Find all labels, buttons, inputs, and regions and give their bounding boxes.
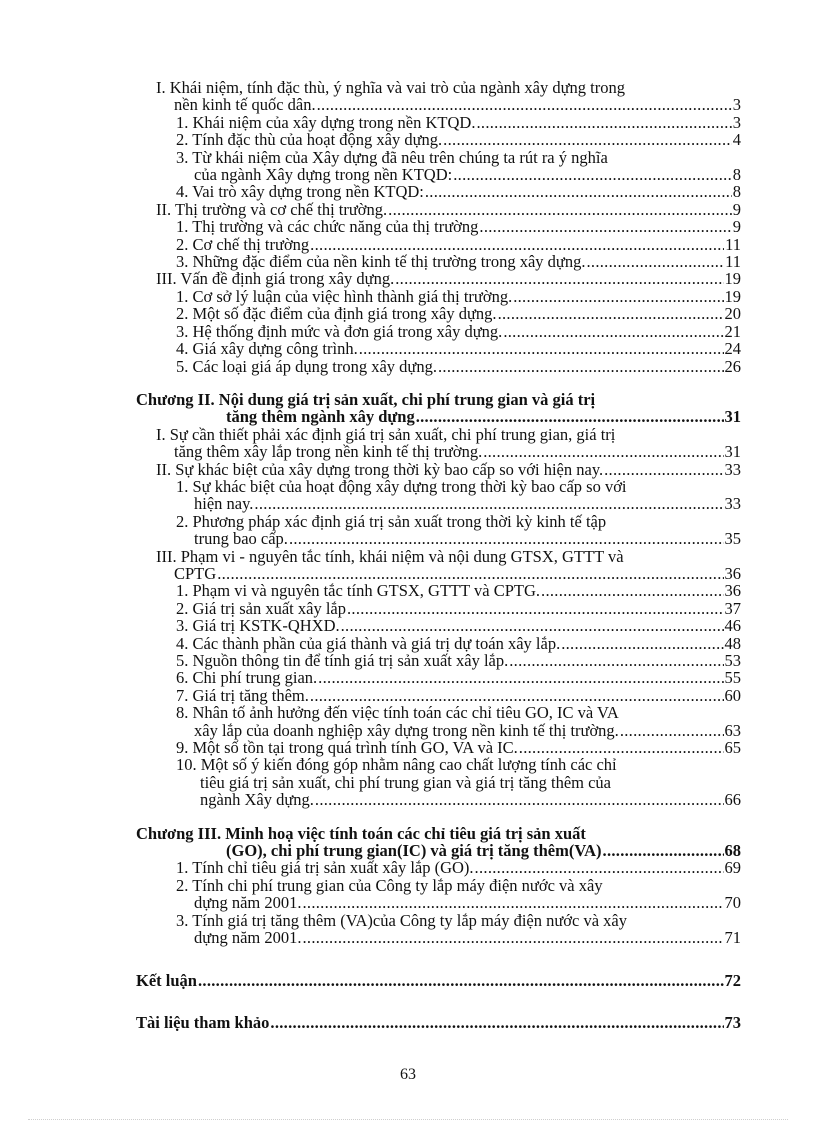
toc-title: Từ khái niệm của Xây dựng đã nêu trên chúng ta rút ra ý nghĩa xyxy=(192,147,608,167)
toc-text: Những đặc điểm của nền kinh tế thị trường trong xây dựng. xyxy=(192,252,586,272)
toc-leader xyxy=(395,270,723,287)
toc-item xyxy=(136,756,741,808)
toc-page: 19 xyxy=(724,269,741,289)
toc-leader xyxy=(513,288,723,305)
toc-text: Vai trò xây dựng trong nền KTQD: xyxy=(192,182,424,202)
toc-leader xyxy=(347,600,724,617)
toc-leader xyxy=(317,96,732,113)
toc-num: 1. xyxy=(176,112,189,132)
toc-page: 20 xyxy=(724,304,741,324)
toc-item xyxy=(136,617,741,634)
toc-title: Tài liệu tham khảo xyxy=(136,1012,270,1032)
toc-page: 8 xyxy=(732,165,741,185)
toc-title: I. Khái niệm, tính đặc thù, ý nghĩa và vai trò của ngành xây dựng trong xyxy=(156,78,625,97)
toc-text: Tính đặc thù của hoạt động xây dựng. xyxy=(192,130,443,150)
toc-leader xyxy=(476,114,731,131)
toc-page: 65 xyxy=(724,738,741,758)
toc-leader xyxy=(453,166,732,183)
toc-page: 48 xyxy=(724,633,741,653)
toc-title: Sự khác biệt của hoạt động xây dựng trong thời kỳ bao cấp so với xyxy=(192,476,627,496)
toc-leader xyxy=(425,183,732,200)
toc-section xyxy=(136,426,741,461)
toc-item xyxy=(136,652,741,669)
toc-page: 3 xyxy=(732,95,741,115)
toc-item xyxy=(136,305,741,322)
toc-leader xyxy=(541,582,723,599)
toc-leader xyxy=(479,218,731,235)
toc-num: 1. xyxy=(176,217,189,237)
toc-page: 11 xyxy=(725,252,741,272)
toc-page: 24 xyxy=(724,339,741,359)
toc-page: 46 xyxy=(724,616,741,636)
toc-section-II xyxy=(136,201,741,218)
toc-text: dựng năm 2001. xyxy=(194,893,302,913)
toc-page: 69 xyxy=(724,858,741,878)
toc-page: 66 xyxy=(724,790,741,810)
toc-leader xyxy=(416,408,724,425)
toc-page: 70 xyxy=(724,893,741,913)
toc-title: II. Sự khác biệt của xây dựng trong thời kỳ bao cấp so với hiện nay. xyxy=(156,459,604,479)
toc-text: dựng năm 2001. xyxy=(194,928,302,948)
toc-item xyxy=(136,513,741,548)
toc-page: 68 xyxy=(724,841,741,861)
toc-text: tăng thêm xây lắp trong nền kinh tế thị trường. xyxy=(174,442,483,462)
toc-page: 73 xyxy=(724,1012,741,1032)
toc-text: CPTG xyxy=(174,563,217,583)
page-number: 63 xyxy=(400,1066,416,1083)
toc-title: II. Thị trường và cơ chế thị trường. xyxy=(156,199,388,219)
toc-num: 4. xyxy=(176,182,189,202)
toc-text: Một số tồn tại trong quá trình tính GO, VA và IC. xyxy=(192,738,518,758)
toc-leader xyxy=(217,565,723,582)
toc-num: 4. xyxy=(176,633,189,653)
toc-section-I xyxy=(136,79,741,114)
toc-section xyxy=(136,548,741,583)
toc-leader xyxy=(289,530,724,547)
toc-leader xyxy=(620,722,724,739)
toc-page: 37 xyxy=(724,598,741,618)
toc-num: 3. xyxy=(176,910,189,930)
toc-page: 72 xyxy=(724,970,741,990)
toc-text: Các thành phần của giá thành và giá trị dự toán xây lắp. xyxy=(192,633,561,653)
toc-text: hiện nay. xyxy=(194,494,254,514)
toc-text: Giá trị tăng thêm. xyxy=(192,685,309,705)
toc-num: 3. xyxy=(176,321,189,341)
toc-page: 60 xyxy=(724,685,741,705)
toc-num: 10. xyxy=(176,755,197,775)
toc-text: (GO), chi phí trung gian(IC) và giá trị tăng thêm(VA) xyxy=(226,841,602,861)
toc-text: của ngành Xây dựng trong nền KTQD: xyxy=(194,165,453,185)
toc-num: 1. xyxy=(176,286,189,306)
table-of-contents xyxy=(136,79,741,1031)
toc-item xyxy=(136,635,741,652)
toc-page: 53 xyxy=(724,651,741,670)
toc-leader xyxy=(443,131,732,148)
toc-leader xyxy=(509,652,723,669)
toc-item xyxy=(136,687,741,704)
toc-text: Phạm vi và nguyên tắc tính GTSX, GTTT và CPTG. xyxy=(192,581,541,601)
toc-text: Khái niệm của xây dựng trong nền KTQD. xyxy=(192,112,476,132)
toc-page: 33 xyxy=(724,494,741,514)
toc-page: 3 xyxy=(732,112,741,132)
toc-line xyxy=(156,96,741,113)
toc-leader xyxy=(341,617,724,634)
toc-chapter-title: Chương II. Nội dung giá trị sản xuất, chi phí trung gian và giá trị xyxy=(136,389,596,409)
toc-text: Chi phí trung gian. xyxy=(192,668,318,688)
toc-title: Một số ý kiến đóng góp nhằm nâng cao chất lượng tính các chỉ xyxy=(200,755,617,775)
toc-num: 2. xyxy=(176,304,189,324)
toc-chapter-title: Chương III. Minh hoạ việc tính toán các chỉ tiêu giá trị sản xuất xyxy=(136,823,586,843)
toc-text: Tính chỉ tiêu giá trị sản xuất xây lắp (GO). xyxy=(192,858,474,878)
toc-item xyxy=(136,149,741,184)
toc-item xyxy=(136,600,741,617)
toc-page: 36 xyxy=(724,563,741,583)
toc-item xyxy=(136,478,741,513)
toc-item xyxy=(136,288,741,305)
toc-leader xyxy=(483,443,723,460)
toc-num: 5. xyxy=(176,356,189,376)
toc-text: nền kinh tế quốc dân. xyxy=(174,95,316,115)
toc-leader xyxy=(302,894,723,911)
toc-item xyxy=(136,253,741,270)
toc-text: Thị trường và các chức năng của thị trường xyxy=(192,217,479,237)
toc-leader xyxy=(254,495,723,512)
toc-num: 2. xyxy=(176,130,189,150)
toc-item xyxy=(136,358,741,375)
toc-leader xyxy=(475,859,724,876)
toc-conclusion xyxy=(136,972,741,989)
toc-chapter-3 xyxy=(136,825,741,860)
toc-page: 19 xyxy=(724,286,741,306)
toc-item xyxy=(136,131,741,148)
toc-section-III xyxy=(136,270,741,287)
toc-title: I. Sự cần thiết phải xác định giá trị sản xuất, chi phí trung gian, giá trị xyxy=(156,424,616,444)
toc-item xyxy=(136,218,741,235)
toc-item xyxy=(136,877,741,912)
toc-item xyxy=(136,669,741,686)
toc-title: Nhân tố ảnh hưởng đến việc tính toán các chỉ tiêu GO, IC và VA xyxy=(192,703,619,723)
toc-leader xyxy=(359,340,724,357)
toc-leader xyxy=(318,669,723,686)
toc-leader xyxy=(310,236,724,253)
toc-text: tăng thêm ngành xây dựng xyxy=(226,407,415,427)
toc-leader xyxy=(603,842,724,859)
toc-num: 2. xyxy=(176,875,189,895)
toc-page: 9 xyxy=(732,199,741,219)
toc-chapter-2 xyxy=(136,391,741,426)
toc-title: III. Phạm vi - nguyên tắc tính, khái niệm và nội dung GTSX, GTTT và xyxy=(156,546,624,566)
toc-num: 7. xyxy=(176,685,189,705)
toc-text: Giá trị KSTK-QHXD. xyxy=(192,616,340,636)
toc-num: 3. xyxy=(176,616,189,636)
toc-page: 26 xyxy=(724,356,741,376)
toc-leader xyxy=(503,323,723,340)
toc-title: Tính giá trị tăng thêm (VA)của Công ty lắp máy điện nước và xây xyxy=(192,910,628,930)
toc-text: Cơ sở lý luận của việc hình thành giá thị trường. xyxy=(192,286,513,306)
toc-leader xyxy=(310,687,724,704)
toc-num: 1. xyxy=(176,581,189,601)
toc-item xyxy=(136,340,741,357)
toc-num: 4. xyxy=(176,339,189,359)
toc-page: 63 xyxy=(724,720,741,740)
toc-page: 21 xyxy=(724,321,741,341)
toc-num: 6. xyxy=(176,668,189,688)
toc-text: Cơ chế thị trường xyxy=(192,234,310,254)
toc-section xyxy=(136,461,741,478)
toc-item xyxy=(136,859,741,876)
toc-page: 35 xyxy=(724,529,741,549)
toc-leader xyxy=(270,1014,723,1031)
toc-num: 5. xyxy=(176,651,189,670)
toc-item xyxy=(136,236,741,253)
toc-text: Một số đặc điểm của định giá trong xây dựng. xyxy=(192,304,497,324)
toc-leader xyxy=(198,972,724,989)
toc-text: xây lắp của doanh nghiệp xây dựng trong nền kinh tế thị trường. xyxy=(194,720,619,740)
toc-page: 4 xyxy=(732,130,741,150)
toc-page: 31 xyxy=(724,407,741,427)
toc-page: 33 xyxy=(724,459,741,479)
toc-page: 8 xyxy=(732,182,741,202)
toc-item xyxy=(136,704,741,739)
toc-item xyxy=(136,323,741,340)
toc-text: Các loại giá áp dụng trong xây dựng. xyxy=(192,356,437,376)
toc-leader xyxy=(498,305,724,322)
toc-leader xyxy=(315,791,724,808)
toc-item xyxy=(136,912,741,947)
toc-leader xyxy=(388,201,732,218)
toc-references xyxy=(136,1014,741,1031)
toc-leader xyxy=(438,358,724,375)
toc-leader xyxy=(561,635,723,652)
toc-leader xyxy=(604,461,723,478)
toc-item xyxy=(136,114,741,131)
toc-num: 3. xyxy=(176,147,189,167)
toc-num: 1. xyxy=(176,476,189,496)
toc-leader xyxy=(519,739,724,756)
toc-text: trung bao cấp. xyxy=(194,529,288,549)
toc-text: Giá xây dựng công trình. xyxy=(192,339,358,359)
toc-title: tiêu giá trị sản xuất, chi phí trung gian và giá trị tăng thêm của xyxy=(200,772,612,792)
toc-title: Tính chi phí trung gian của Công ty lắp máy điện nước và xây xyxy=(192,875,603,895)
toc-num: 2. xyxy=(176,234,189,254)
toc-page: 71 xyxy=(724,928,741,948)
toc-num: 1. xyxy=(176,858,189,878)
toc-leader xyxy=(302,929,723,946)
page-bottom-rule xyxy=(28,1119,788,1120)
toc-leader xyxy=(586,253,724,270)
toc-num: 2. xyxy=(176,511,189,531)
toc-item xyxy=(136,739,741,756)
toc-page: 36 xyxy=(724,581,741,601)
toc-page: 31 xyxy=(724,442,741,462)
toc-item xyxy=(136,582,741,599)
toc-num: 8. xyxy=(176,703,189,723)
toc-text: Giá trị sản xuất xây lắp xyxy=(192,598,346,618)
toc-item xyxy=(136,183,741,200)
toc-num: 3. xyxy=(176,252,189,272)
toc-page: 11 xyxy=(725,234,741,254)
toc-page: 9 xyxy=(732,217,741,237)
toc-text: Nguồn thông tin để tính giá trị sản xuất xây lắp. xyxy=(192,651,509,670)
toc-page: 55 xyxy=(724,668,741,688)
toc-title: Kết luận xyxy=(136,970,197,990)
toc-text: ngành Xây dựng. xyxy=(200,790,314,810)
toc-text: Hệ thống định mức và đơn giá trong xây dựng. xyxy=(192,321,503,341)
toc-title: III. Vấn đề định giá trong xây dựng. xyxy=(156,269,395,289)
toc-title: Phương pháp xác định giá trị sản xuất trong thời kỳ kinh tế tập xyxy=(192,511,607,531)
toc-num: 2. xyxy=(176,598,189,618)
toc-num: 9. xyxy=(176,738,189,758)
